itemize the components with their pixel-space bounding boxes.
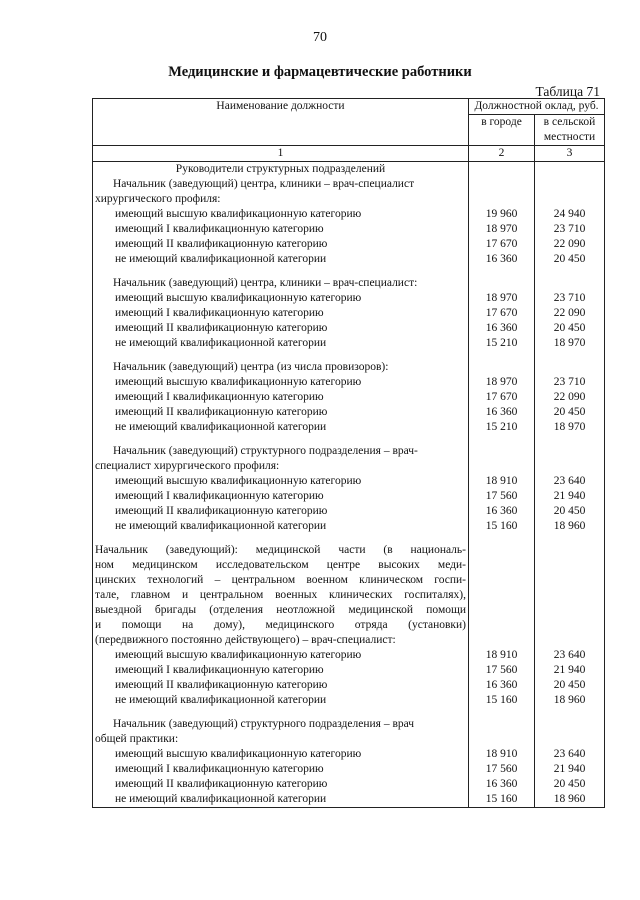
salary-city: 16 360 [485,505,518,517]
column-number-1: 1 [93,146,469,162]
salary-city: 18 910 [485,748,518,760]
salary-city: 15 210 [485,337,518,349]
city-values-column [469,162,535,808]
salary-city: 17 670 [485,391,518,403]
position-title-line: Начальник (заведующий) центра, клиники – врач-специалист [113,178,415,190]
salary-rural: 24 940 [553,208,586,220]
category-label: имеющий I квалификационную категорию [115,391,324,403]
position-title-line: ном медицинском исследовательском центре высоких меди- [95,559,466,571]
salary-rural: 23 640 [553,475,586,487]
position-title-line: и помощи на дому), медицинского отряда (установки) [95,619,466,631]
category-label: имеющий II квалификационную категорию [115,406,328,418]
salary-city: 17 560 [485,763,518,775]
salary-rural: 21 940 [553,664,586,676]
category-label: имеющий высшую квалификационную категорию [115,475,362,487]
salary-city: 18 970 [485,223,518,235]
category-label: имеющий II квалификационную категорию [115,778,328,790]
table-label: Таблица 71 [535,84,600,99]
category-label: имеющий высшую квалификационную категорию [115,208,362,220]
position-title-line: хирургического профиля: [95,193,221,205]
salary-city: 18 910 [485,649,518,661]
category-label: имеющий II квалификационную категорию [115,238,328,250]
salary-rural: 21 940 [553,763,586,775]
salary-city: 17 670 [485,238,518,250]
category-label: не имеющий квалификационной категории [115,520,327,532]
salary-city: 17 560 [485,490,518,502]
salary-rural: 23 710 [553,376,586,388]
category-label: имеющий I квалификационную категорию [115,307,324,319]
salary-city: 16 360 [485,253,518,265]
salary-city: 16 360 [485,679,518,691]
position-title-line: Начальник (заведующий): медицинской части (в националь- [95,544,466,556]
salary-rural: 23 710 [553,223,586,235]
salary-city: 18 970 [485,376,518,388]
category-label: имеющий высшую квалификационную категорию [115,748,362,760]
position-title-line: общей практики: [95,733,179,745]
salary-city: 16 360 [485,322,518,334]
salary-rural: 20 450 [553,253,586,265]
category-label: имеющий II квалификационную категорию [115,679,328,691]
category-label: имеющий высшую квалификационную категорию [115,376,362,388]
header-salary: Должностной оклад, руб. [469,99,605,115]
column-number-2: 2 [469,146,535,162]
category-label: не имеющий квалификационной категории [115,253,327,265]
section-heading: Руководители структурных подразделений [175,163,386,175]
salary-city: 15 210 [485,421,518,433]
salary-city: 18 970 [485,292,518,304]
category-label: имеющий высшую квалификационную категорию [115,292,362,304]
header-city: в городе [469,115,535,146]
header-position-name: Наименование должности [93,99,469,146]
salary-rural: 18 960 [553,793,586,805]
salary-rural: 22 090 [553,391,586,403]
table-body-names [93,162,469,808]
category-label: не имеющий квалификационной категории [115,421,327,433]
salary-city: 16 360 [485,406,518,418]
category-label: не имеющий квалификационной категории [115,337,327,349]
salary-rural: 18 960 [553,520,586,532]
salary-rural: 18 960 [553,694,586,706]
category-label: имеющий I квалификационную категорию [115,664,324,676]
position-title-line: Начальник (заведующий) центра (из числа провизоров): [113,361,389,373]
salary-city: 17 560 [485,664,518,676]
category-label: имеющий I квалификационную категорию [115,223,324,235]
category-label: имеющий высшую квалификационную категорию [115,649,362,661]
salary-city: 16 360 [485,778,518,790]
salary-city: 15 160 [485,694,518,706]
category-label: имеющий II квалификационную категорию [115,505,328,517]
position-title-line: цинских технологий – центральном военном клиническом госпи- [95,574,466,586]
category-label: имеющий II квалификационную категорию [115,322,328,334]
position-title-line: Начальник (заведующий) структурного подразделения – врач- [113,445,418,457]
position-title-line: тале, главном и центральном военных клинических госпиталях), [95,589,466,601]
salary-rural: 20 450 [553,505,586,517]
header-rural: в сельской местности [535,115,605,146]
position-title-line: выездной бригады (отделения неотложной медицинской помощи [95,604,466,616]
salary-rural: 20 450 [553,778,586,790]
salary-city: 15 160 [485,520,518,532]
category-label: имеющий I квалификационную категорию [115,763,324,775]
salary-city: 18 910 [485,475,518,487]
page-number: 70 [313,30,327,45]
salary-rural: 20 450 [553,322,586,334]
salary-rural: 20 450 [553,679,586,691]
position-title-line: (передвижного постоянно действующего) – врач-специалист: [95,634,396,646]
category-label: имеющий I квалификационную категорию [115,490,324,502]
salary-rural: 22 090 [553,307,586,319]
salary-rural: 22 090 [553,238,586,250]
salary-table [92,98,605,808]
salary-rural: 21 940 [553,490,586,502]
position-title-line: Начальник (заведующий) структурного подразделения – врач [113,718,415,730]
salary-rural: 23 640 [553,748,586,760]
category-label: не имеющий квалификационной категории [115,694,327,706]
position-title-line: Начальник (заведующий) центра, клиники – врач-специалист: [113,277,418,289]
column-number-3: 3 [535,146,605,162]
salary-rural: 18 970 [553,421,586,433]
salary-rural: 23 710 [553,292,586,304]
rural-values-column [535,162,605,808]
position-title-line: специалист хирургического профиля: [95,460,280,472]
salary-rural: 23 640 [553,649,586,661]
page-title: Медицинские и фармацевтические работники [168,64,472,80]
salary-city: 19 960 [485,208,518,220]
salary-city: 17 670 [485,307,518,319]
salary-rural: 20 450 [553,406,586,418]
salary-city: 15 160 [485,793,518,805]
salary-rural: 18 970 [553,337,586,349]
category-label: не имеющий квалификационной категории [115,793,327,805]
